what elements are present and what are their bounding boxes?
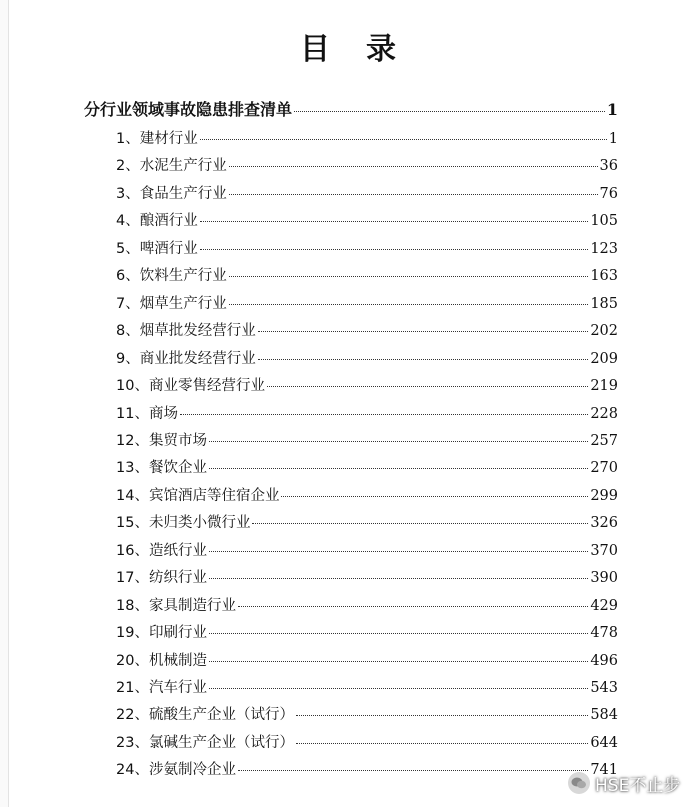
leader-dots [252,522,588,524]
toc-entry[interactable] [116,266,618,286]
toc-entry[interactable] [116,760,618,780]
toc-entry-page: 370 [590,542,618,559]
leader-dots [180,413,588,415]
toc-entry-page: 326 [590,515,618,532]
toc-entry-page: 219 [590,378,618,394]
leader-dots [294,110,605,112]
leader-dots [238,769,588,771]
leader-dots [296,714,588,716]
toc-entry-page: 123 [590,240,618,257]
toc-entry[interactable] [116,541,618,561]
leader-dots [209,660,588,662]
toc-entry[interactable] [116,513,618,533]
toc-entry-label: 18、家具制造行业 [116,597,236,614]
toc-entry[interactable] [116,705,618,725]
leader-dots [229,193,598,195]
toc-entry[interactable] [116,651,618,671]
wechat-icon [568,772,590,794]
toc-entry-page: 496 [590,652,618,669]
leader-dots [267,385,588,387]
leader-dots [209,440,588,442]
toc-entry-label: 21、汽车行业 [116,680,207,696]
toc-entry-label: 8、烟草批发经营行业 [116,323,256,340]
toc-entry-label: 23、氯碱生产企业（试行） [116,734,294,751]
leader-dots [200,248,589,250]
toc-entry[interactable] [116,404,618,424]
leader-dots [296,742,588,744]
leader-dots [229,165,598,167]
toc-entry-label: 9、商业批发经营行业 [116,350,256,367]
toc-entry-label: 1、建材行业 [116,131,198,147]
leader-dots [229,303,589,305]
toc-entry[interactable] [116,623,618,643]
toc-entry-page: 163 [590,268,618,285]
toc-entry-label: 13、餐饮企业 [116,460,207,477]
toc-entry-label: 19、印刷行业 [116,625,207,642]
leader-dots [200,138,607,140]
title-char-right: 录 [366,32,398,67]
toc-entry-page: 202 [590,323,618,340]
toc-entry-label: 22、硫酸生产企业（试行） [116,707,294,724]
toc-entry[interactable] [116,458,618,478]
leader-dots [238,605,588,607]
toc-entry[interactable] [116,294,618,314]
toc-entry-page: 209 [590,350,618,367]
toc-entry-label: 12、集贸市场 [116,432,207,449]
toc-entry-page: 76 [599,185,618,202]
leader-dots [200,220,589,222]
toc-entry-page: 105 [590,213,618,230]
toc-entry-label: 17、纺织行业 [116,570,207,587]
toc-entry-page: 185 [590,295,618,312]
toc-main-entry[interactable] [84,100,618,120]
toc-entry-label: 2、水泥生产行业 [116,158,227,175]
leader-dots [209,632,588,634]
toc-main-label: 分行业领域事故隐患排查清单 [84,100,293,119]
title-char-left: 目 [300,32,332,67]
toc-entry[interactable] [116,568,618,588]
leader-dots [229,275,589,277]
toc-entry-label: 10、商业零售经营行业 [116,378,265,394]
toc-entry[interactable] [116,239,618,259]
leader-dots [258,358,589,360]
watermark [568,768,680,798]
leader-dots [281,495,588,497]
toc-entry[interactable] [116,376,618,396]
toc-entry-label: 6、饮料生产行业 [116,268,227,285]
toc-main-page: 1 [606,100,618,119]
toc-entry[interactable] [116,211,618,231]
toc-entry-page: 644 [590,734,618,751]
toc-entry-page: 478 [590,625,618,642]
toc-entry-label: 15、未归类小微行业 [116,515,251,532]
leader-dots [209,550,588,552]
toc-entry-label: 5、啤酒行业 [116,240,198,257]
toc-entry[interactable] [116,129,618,149]
toc-entry-label: 16、造纸行业 [116,542,207,559]
page-title [0,24,698,68]
toc-entry-page: 390 [590,570,618,587]
toc-entry[interactable] [116,184,618,204]
toc-entry-label: 11、商场 [116,405,178,422]
toc-entry-label: 20、机械制造 [116,652,207,669]
toc-entry-label: 7、烟草生产行业 [116,295,227,312]
toc-entry[interactable] [116,321,618,341]
toc-entry[interactable] [116,349,618,369]
toc-entry-label: 3、食品生产行业 [116,185,227,202]
toc-entry[interactable] [116,156,618,176]
toc-entry-page: 270 [590,460,618,477]
leader-dots [209,577,588,579]
toc-entry[interactable] [116,733,618,753]
toc-entry-label: 14、宾馆酒店等住宿企业 [116,487,280,504]
toc-entry-page: 543 [590,680,618,696]
toc-entry-page: 299 [590,487,618,504]
toc-entry-label: 24、涉氨制冷企业 [116,762,236,779]
leader-dots [258,330,589,332]
toc-entry-page: 36 [599,158,618,175]
leader-dots [209,467,588,469]
toc-entry-page: 1 [608,131,618,147]
toc-entry-label: 4、酿酒行业 [116,213,198,230]
toc-entry-page: 741 [590,762,618,779]
watermark-text: HSE不止步 [595,775,681,796]
toc-entry-page: 584 [590,707,618,724]
leader-dots [209,687,588,689]
toc-entry[interactable] [116,678,618,698]
toc-entry-page: 429 [590,597,618,614]
toc-entry-page: 228 [590,405,618,422]
toc-entry[interactable] [116,431,618,451]
toc-entry-page: 257 [590,432,618,449]
toc-entry[interactable] [116,486,618,506]
toc-entry[interactable] [116,596,618,616]
page-edge [0,0,9,807]
